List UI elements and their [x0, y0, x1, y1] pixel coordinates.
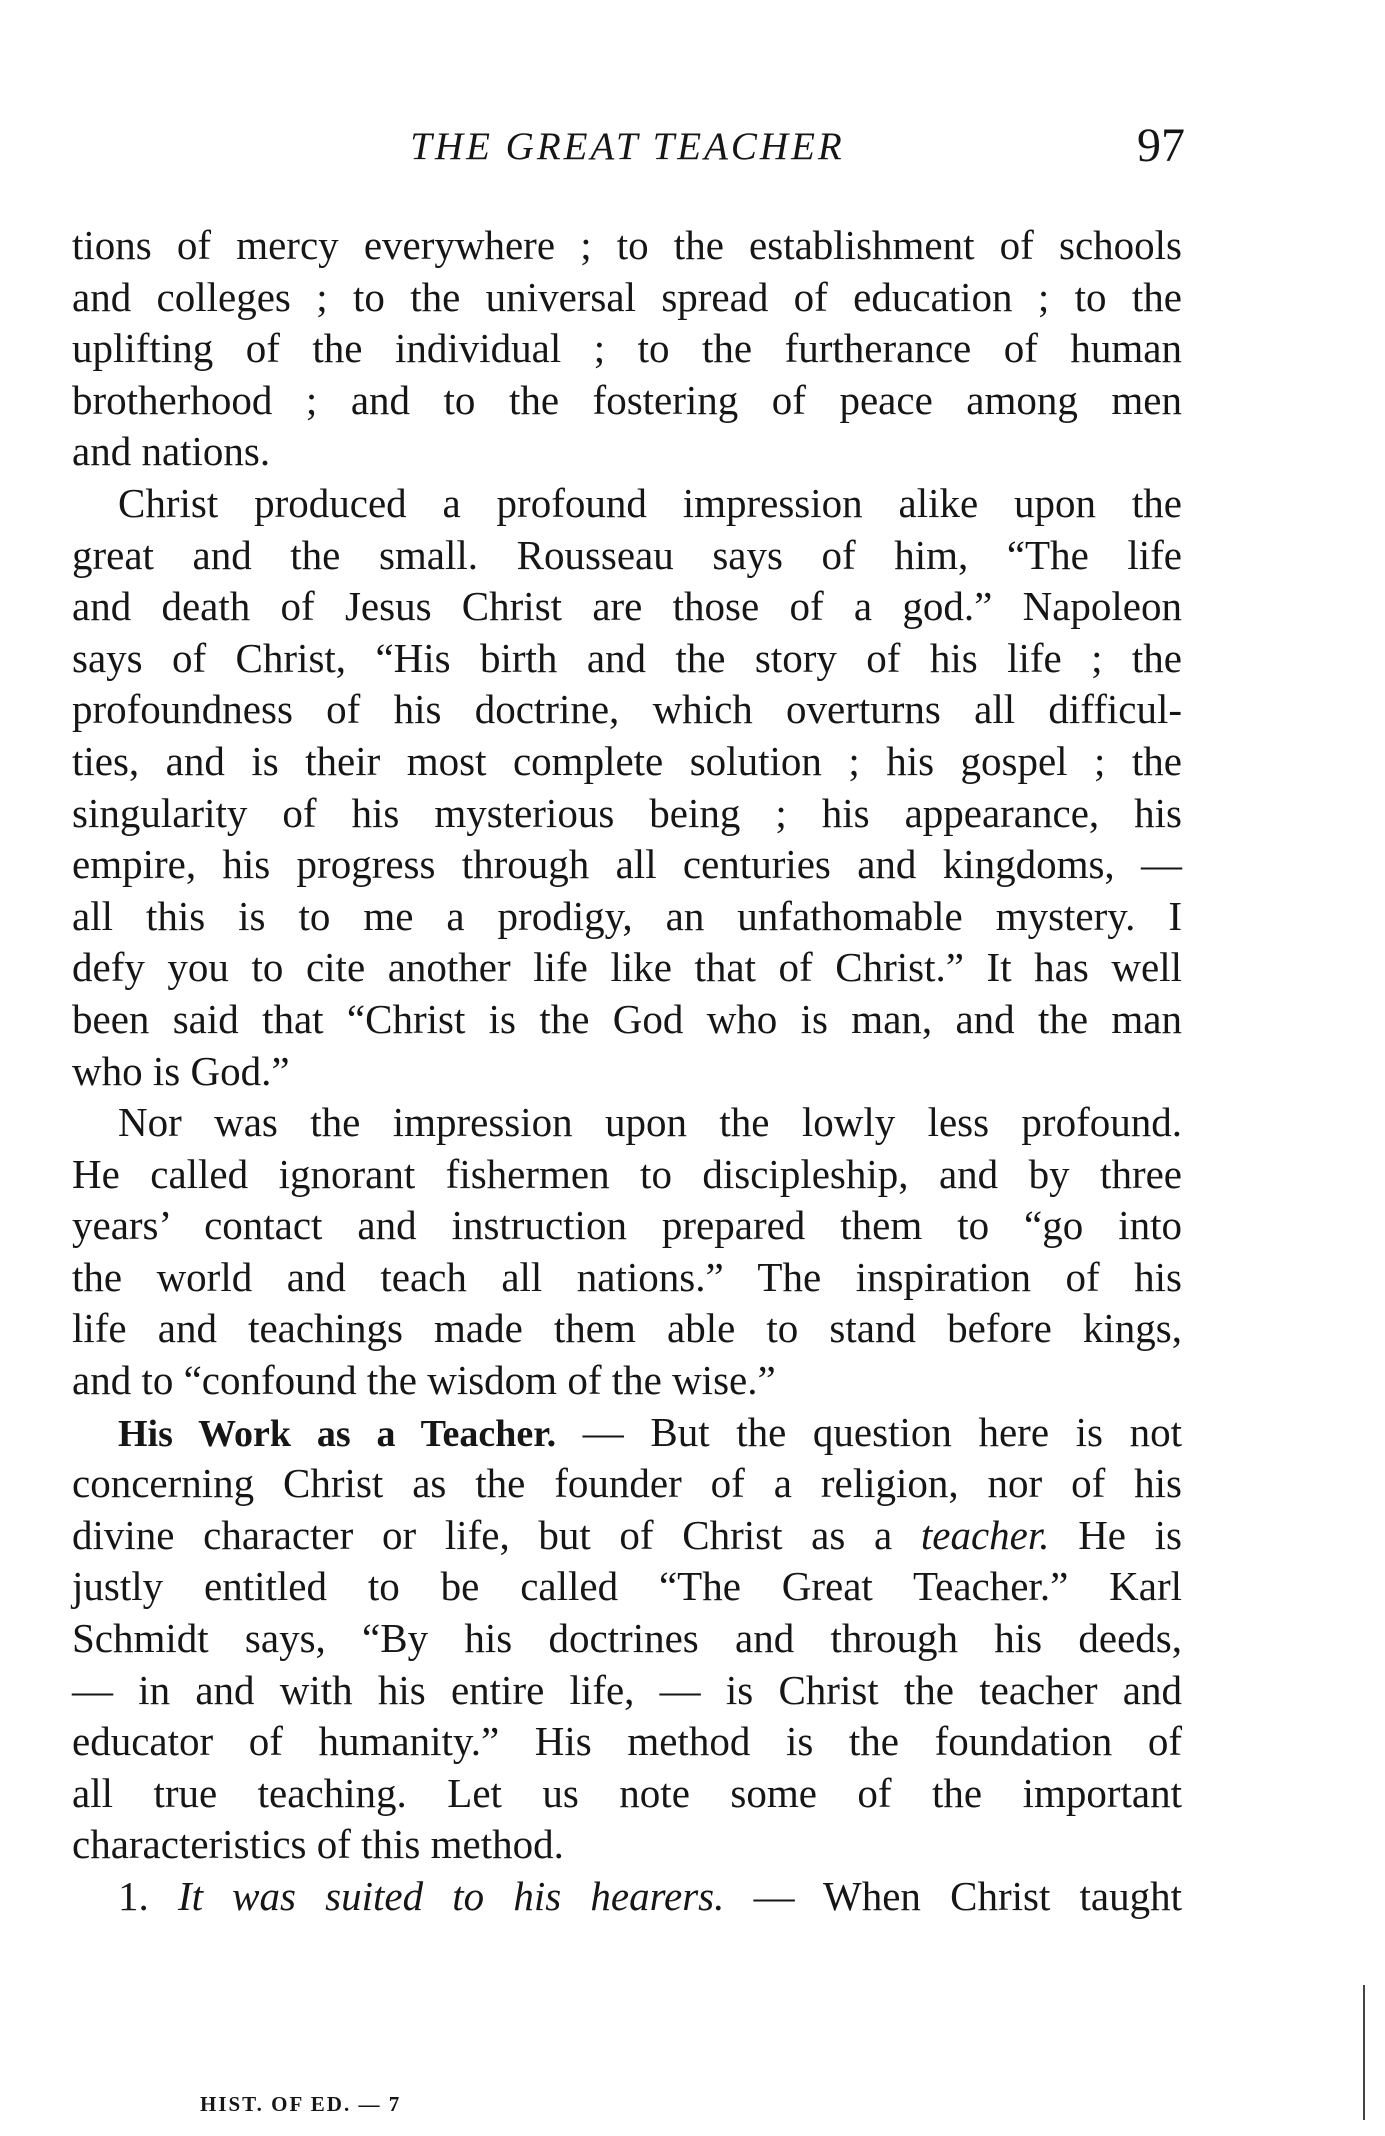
emphasis-teacher: teacher. — [920, 1511, 1050, 1558]
text-line: profoundness of his doctrine, which overturns all difficul- — [72, 686, 1182, 733]
page-number: 97 — [1137, 119, 1185, 172]
text-line: all true teaching. Let us note some of the important — [72, 1769, 1182, 1816]
text-line: — in and with his entire life, — is Christ the teacher and — [72, 1666, 1182, 1713]
text-line: and death of Jesus Christ are those of a god.” Napoleon — [72, 583, 1182, 630]
text-line: justly entitled to be called “The Great Teacher.” Karl — [72, 1563, 1182, 1610]
text-line: uplifting of the individual ; to the furtherance of human — [72, 325, 1182, 372]
point-text: — When Christ taught — [753, 1873, 1183, 1919]
text-line: says of Christ, “His birth and the story of his life ; the — [72, 634, 1182, 681]
text-line: all this is to me a prodigy, an unfathomable mystery. I — [72, 892, 1182, 939]
text-line: and nations. — [72, 428, 271, 475]
text-line: been said that “Christ is the God who is man, and the man — [72, 995, 1182, 1042]
text-line: characteristics of this method. — [72, 1821, 564, 1868]
text-line: educator of humanity.” His method is the foundation of — [72, 1718, 1182, 1765]
running-title: THE GREAT TEACHER — [410, 125, 845, 168]
text-line: who is God.” — [72, 1047, 290, 1094]
signature-mark: HIST. OF ED. — 7 — [200, 2092, 402, 2116]
text-line: life and teachings made them able to stand before kings, — [72, 1305, 1182, 1352]
text-line: the world and teach all nations.” The inspiration of his — [72, 1253, 1182, 1300]
point-number: 1. — [118, 1873, 149, 1919]
text-line: Christ produced a profound impression alike upon the — [118, 479, 1182, 526]
text-line: years’ contact and instruction prepared them to “go into — [72, 1202, 1182, 1249]
text-line-with-emphasis — [72, 1510, 1182, 1562]
section-heading-line — [72, 1407, 1182, 1459]
text-line: tions of mercy everywhere ; to the establishment of schools — [72, 222, 1182, 268]
text-line: singularity of his mysterious being ; his appearance, his — [72, 789, 1182, 836]
page-edge-shadow — [1363, 1985, 1365, 2120]
text-line: great and the small. Rousseau says of him, “The life — [72, 531, 1182, 578]
text-line: and to “confound the wisdom of the wise.” — [72, 1357, 776, 1404]
text-line: empire, his progress through all centuries and kingdoms, — — [72, 841, 1182, 888]
body-text — [72, 220, 1182, 1923]
section-heading-rest: — But the question here is not — [582, 1408, 1182, 1455]
text-line: and colleges ; to the universal spread of education ; to the — [72, 273, 1182, 320]
point-title: It was suited to his hearers. — [177, 1873, 725, 1919]
running-head — [70, 118, 1185, 178]
text-line: concerning Christ as the founder of a religion, nor of his — [72, 1460, 1182, 1507]
text-line: brotherhood ; and to the fostering of peace among men — [72, 376, 1182, 423]
text-line: Schmidt says, “By his doctrines and through his deeds, — [72, 1615, 1182, 1662]
text-line: ties, and is their most complete solution ; his gospel ; the — [72, 737, 1182, 784]
numbered-point-line — [72, 1871, 1182, 1923]
text-line: defy you to cite another life like that of Christ.” It has well — [72, 944, 1182, 991]
text-segment: He is — [1078, 1511, 1183, 1558]
section-heading: His Work as a Teacher. — [118, 1412, 557, 1455]
text-segment: divine character or life, but of Christ as a — [72, 1511, 893, 1558]
text-line: He called ignorant fishermen to discipleship, and by three — [72, 1150, 1182, 1197]
text-line: Nor was the impression upon the lowly less profound. — [118, 1099, 1182, 1146]
